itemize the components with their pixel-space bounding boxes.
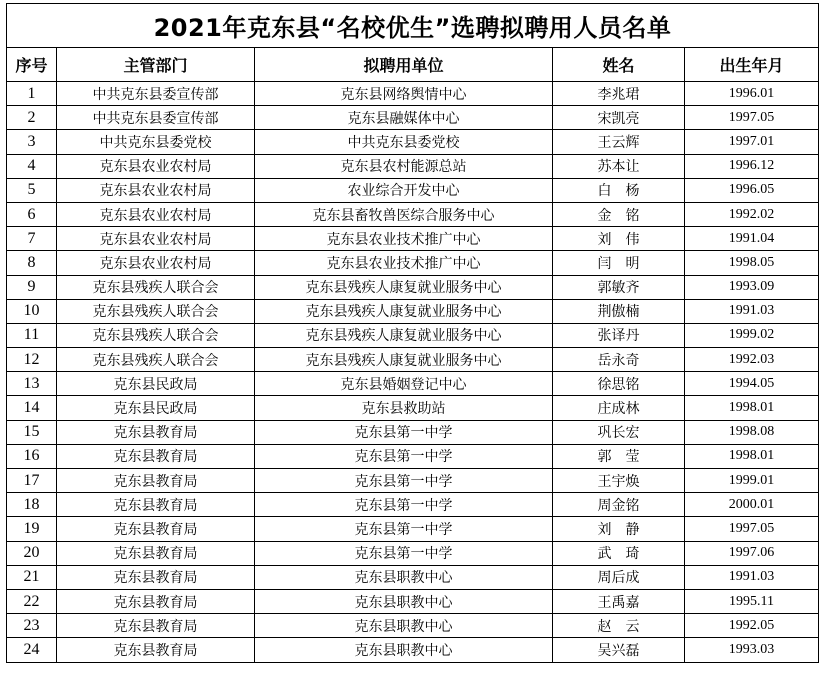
column-header-name: 姓名 bbox=[553, 48, 685, 82]
table-row bbox=[7, 178, 819, 202]
cell-name: 武 琦 bbox=[553, 541, 685, 565]
cell-index: 8 bbox=[7, 251, 57, 275]
document-sheet bbox=[6, 3, 818, 663]
table-row bbox=[7, 348, 819, 372]
cell-birth: 1999.01 bbox=[685, 469, 819, 493]
cell-name: 徐思铭 bbox=[553, 372, 685, 396]
cell-unit: 克东县职教中心 bbox=[255, 565, 553, 589]
cell-name: 宋凯亮 bbox=[553, 106, 685, 130]
cell-name: 闫 明 bbox=[553, 251, 685, 275]
cell-birth: 1999.02 bbox=[685, 323, 819, 347]
cell-index: 14 bbox=[7, 396, 57, 420]
cell-index: 1 bbox=[7, 82, 57, 106]
cell-unit: 克东县第一中学 bbox=[255, 444, 553, 468]
cell-name: 庄成林 bbox=[553, 396, 685, 420]
cell-department: 克东县教育局 bbox=[57, 469, 255, 493]
cell-name: 赵 云 bbox=[553, 614, 685, 638]
cell-birth: 1993.09 bbox=[685, 275, 819, 299]
table-row bbox=[7, 251, 819, 275]
table-row bbox=[7, 614, 819, 638]
table-row bbox=[7, 323, 819, 347]
cell-department: 克东县教育局 bbox=[57, 444, 255, 468]
cell-birth: 1997.05 bbox=[685, 517, 819, 541]
cell-department: 克东县农业农村局 bbox=[57, 178, 255, 202]
cell-department: 克东县教育局 bbox=[57, 517, 255, 541]
cell-birth: 1996.01 bbox=[685, 82, 819, 106]
cell-department: 克东县残疾人联合会 bbox=[57, 299, 255, 323]
cell-unit: 克东县第一中学 bbox=[255, 541, 553, 565]
cell-birth: 1992.03 bbox=[685, 348, 819, 372]
cell-name: 吴兴磊 bbox=[553, 638, 685, 662]
cell-birth: 1998.01 bbox=[685, 444, 819, 468]
cell-department: 克东县教育局 bbox=[57, 638, 255, 662]
cell-unit: 克东县农业技术推广中心 bbox=[255, 227, 553, 251]
table-row bbox=[7, 493, 819, 517]
cell-index: 10 bbox=[7, 299, 57, 323]
cell-department: 克东县残疾人联合会 bbox=[57, 323, 255, 347]
cell-index: 5 bbox=[7, 178, 57, 202]
cell-unit: 克东县残疾人康复就业服务中心 bbox=[255, 275, 553, 299]
cell-unit: 克东县农业技术推广中心 bbox=[255, 251, 553, 275]
cell-department: 克东县教育局 bbox=[57, 493, 255, 517]
table-row bbox=[7, 202, 819, 226]
cell-index: 18 bbox=[7, 493, 57, 517]
cell-name: 周金铭 bbox=[553, 493, 685, 517]
cell-birth: 1996.12 bbox=[685, 154, 819, 178]
cell-name: 荆傲楠 bbox=[553, 299, 685, 323]
column-header-department: 主管部门 bbox=[57, 48, 255, 82]
cell-name: 王云辉 bbox=[553, 130, 685, 154]
cell-index: 9 bbox=[7, 275, 57, 299]
cell-department: 克东县民政局 bbox=[57, 396, 255, 420]
cell-index: 7 bbox=[7, 227, 57, 251]
table-row bbox=[7, 444, 819, 468]
cell-birth: 1991.03 bbox=[685, 299, 819, 323]
cell-unit: 克东县残疾人康复就业服务中心 bbox=[255, 323, 553, 347]
cell-unit: 中共克东县委党校 bbox=[255, 130, 553, 154]
cell-name: 苏本让 bbox=[553, 154, 685, 178]
cell-unit: 农业综合开发中心 bbox=[255, 178, 553, 202]
cell-index: 21 bbox=[7, 565, 57, 589]
cell-department: 克东县残疾人联合会 bbox=[57, 275, 255, 299]
cell-name: 郭 莹 bbox=[553, 444, 685, 468]
cell-department: 克东县农业农村局 bbox=[57, 227, 255, 251]
cell-birth: 1997.06 bbox=[685, 541, 819, 565]
cell-birth: 1996.05 bbox=[685, 178, 819, 202]
cell-department: 克东县农业农村局 bbox=[57, 154, 255, 178]
cell-unit: 克东县第一中学 bbox=[255, 469, 553, 493]
cell-name: 郭敏齐 bbox=[553, 275, 685, 299]
cell-department: 中共克东县委宣传部 bbox=[57, 82, 255, 106]
cell-birth: 1995.11 bbox=[685, 589, 819, 613]
cell-index: 11 bbox=[7, 323, 57, 347]
cell-index: 15 bbox=[7, 420, 57, 444]
table-row bbox=[7, 565, 819, 589]
cell-name: 王禹嘉 bbox=[553, 589, 685, 613]
personnel-table bbox=[6, 3, 819, 663]
column-header-birth: 出生年月 bbox=[685, 48, 819, 82]
cell-unit: 克东县第一中学 bbox=[255, 517, 553, 541]
cell-birth: 2000.01 bbox=[685, 493, 819, 517]
cell-birth: 1997.05 bbox=[685, 106, 819, 130]
cell-index: 3 bbox=[7, 130, 57, 154]
cell-unit: 克东县农村能源总站 bbox=[255, 154, 553, 178]
cell-index: 2 bbox=[7, 106, 57, 130]
cell-birth: 1998.01 bbox=[685, 396, 819, 420]
cell-index: 22 bbox=[7, 589, 57, 613]
table-row bbox=[7, 227, 819, 251]
cell-birth: 1993.03 bbox=[685, 638, 819, 662]
table-row bbox=[7, 299, 819, 323]
cell-department: 克东县农业农村局 bbox=[57, 251, 255, 275]
cell-birth: 1991.03 bbox=[685, 565, 819, 589]
cell-birth: 1992.02 bbox=[685, 202, 819, 226]
cell-name: 王宇焕 bbox=[553, 469, 685, 493]
cell-index: 6 bbox=[7, 202, 57, 226]
cell-index: 4 bbox=[7, 154, 57, 178]
cell-department: 中共克东县委宣传部 bbox=[57, 106, 255, 130]
cell-department: 克东县教育局 bbox=[57, 420, 255, 444]
cell-index: 24 bbox=[7, 638, 57, 662]
cell-name: 刘 伟 bbox=[553, 227, 685, 251]
cell-birth: 1997.01 bbox=[685, 130, 819, 154]
cell-department: 克东县教育局 bbox=[57, 565, 255, 589]
cell-department: 克东县农业农村局 bbox=[57, 202, 255, 226]
cell-unit: 克东县救助站 bbox=[255, 396, 553, 420]
cell-unit: 克东县畜牧兽医综合服务中心 bbox=[255, 202, 553, 226]
document-title: 2021年克东县“名校优生”选聘拟聘用人员名单 bbox=[7, 4, 819, 48]
cell-department: 克东县民政局 bbox=[57, 372, 255, 396]
table-row bbox=[7, 275, 819, 299]
table-row bbox=[7, 396, 819, 420]
table-row bbox=[7, 82, 819, 106]
cell-name: 李兆珺 bbox=[553, 82, 685, 106]
table-body bbox=[7, 82, 819, 663]
cell-birth: 1998.08 bbox=[685, 420, 819, 444]
table-row bbox=[7, 372, 819, 396]
cell-index: 16 bbox=[7, 444, 57, 468]
cell-name: 张译丹 bbox=[553, 323, 685, 347]
table-row bbox=[7, 589, 819, 613]
cell-unit: 克东县职教中心 bbox=[255, 589, 553, 613]
table-row bbox=[7, 130, 819, 154]
cell-name: 岳永奇 bbox=[553, 348, 685, 372]
column-header-unit: 拟聘用单位 bbox=[255, 48, 553, 82]
cell-department: 克东县教育局 bbox=[57, 589, 255, 613]
cell-index: 17 bbox=[7, 469, 57, 493]
cell-birth: 1991.04 bbox=[685, 227, 819, 251]
cell-department: 克东县教育局 bbox=[57, 541, 255, 565]
cell-birth: 1998.05 bbox=[685, 251, 819, 275]
cell-unit: 克东县融媒体中心 bbox=[255, 106, 553, 130]
table-row bbox=[7, 541, 819, 565]
cell-birth: 1992.05 bbox=[685, 614, 819, 638]
cell-unit: 克东县残疾人康复就业服务中心 bbox=[255, 299, 553, 323]
table-row bbox=[7, 517, 819, 541]
cell-name: 金 铭 bbox=[553, 202, 685, 226]
cell-index: 20 bbox=[7, 541, 57, 565]
cell-unit: 克东县婚姻登记中心 bbox=[255, 372, 553, 396]
table-row bbox=[7, 638, 819, 662]
table-row bbox=[7, 106, 819, 130]
cell-index: 12 bbox=[7, 348, 57, 372]
cell-birth: 1994.05 bbox=[685, 372, 819, 396]
cell-unit: 克东县第一中学 bbox=[255, 420, 553, 444]
cell-index: 23 bbox=[7, 614, 57, 638]
cell-unit: 克东县残疾人康复就业服务中心 bbox=[255, 348, 553, 372]
cell-name: 巩长宏 bbox=[553, 420, 685, 444]
table-row bbox=[7, 154, 819, 178]
cell-unit: 克东县职教中心 bbox=[255, 638, 553, 662]
cell-index: 13 bbox=[7, 372, 57, 396]
table-row bbox=[7, 469, 819, 493]
cell-department: 中共克东县委党校 bbox=[57, 130, 255, 154]
cell-name: 周后成 bbox=[553, 565, 685, 589]
cell-unit: 克东县第一中学 bbox=[255, 493, 553, 517]
cell-unit: 克东县职教中心 bbox=[255, 614, 553, 638]
cell-unit: 克东县网络舆情中心 bbox=[255, 82, 553, 106]
cell-department: 克东县残疾人联合会 bbox=[57, 348, 255, 372]
cell-name: 刘 静 bbox=[553, 517, 685, 541]
column-header-index: 序号 bbox=[7, 48, 57, 82]
cell-name: 白 杨 bbox=[553, 178, 685, 202]
cell-department: 克东县教育局 bbox=[57, 614, 255, 638]
table-row bbox=[7, 420, 819, 444]
cell-index: 19 bbox=[7, 517, 57, 541]
